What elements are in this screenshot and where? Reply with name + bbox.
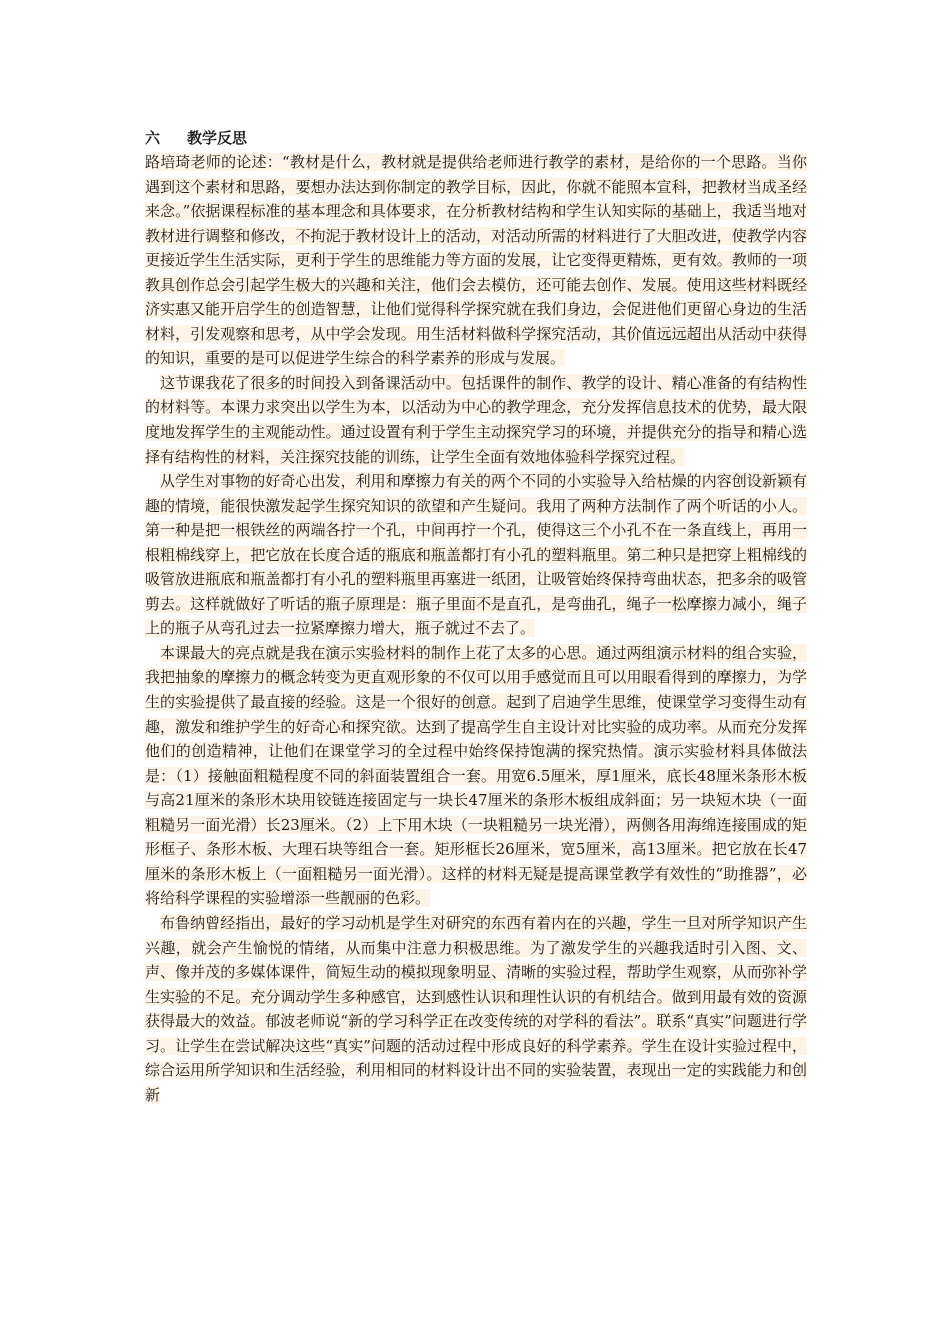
paragraph-2	[145, 371, 807, 469]
paragraph-1	[145, 150, 807, 371]
paragraph-5-text: 布鲁纳曾经指出，最好的学习动机是学生对研究的东西有着内在的兴趣，学生一旦对所学知识产生兴趣，就会产生愉悦的情绪，从而集中注意力积极思维。为了激发学生的兴趣我适时引入图、文、声、像并茂的多媒体课件，简短生动的模拟现象明显、清晰的实验过程，帮助学生观察，从而弥补学生实验的不足。充分调动学生多种感官，达到感性认识和理性认识的有机结合。做到用最有效的资源获得最大的效益。郁波老师说“新的学习科学正在改变传统的对学科的看法”。联系“真实”问题进行学习。让学生在尝试解决这些“真实”问题的活动过程中形成良好的科学素养。学生在设计实验过程中，综合运用所学知识和生活经验，利用相同的材料设计出不同的实验装置，表现出一定的实践能力和创新	[145, 913, 807, 1104]
paragraph-5	[145, 911, 807, 1107]
paragraph-3-text: 从学生对事物的好奇心出发，利用和摩擦力有关的两个不同的小实验导入给枯燥的内容创设新颖有趣的情境，能很快激发起学生探究知识的欲望和产生疑问。我用了两种方法制作了两个听话的小人。第一种是把一根铁丝的两端各拧一个孔，中间再拧一个孔，使得这三个小孔不在一条直线上，再用一根粗棉线穿上，把它放在长度合适的瓶底和瓶盖都打有小孔的塑料瓶里。第二种只是把穿上粗棉线的吸管放进瓶底和瓶盖都打有小孔的塑料瓶里再塞进一纸团，让吸管始终保持弯曲状态，把多余的吸管剪去。这样就做好了听话的瓶子原理是：瓶子里面不是直孔，是弯曲孔，绳子一松摩擦力减小，绳子上的瓶子从弯孔过去一拉紧摩擦力增大，瓶子就过不去了。	[145, 472, 807, 638]
paragraph-4-text: 本课最大的亮点就是我在演示实验材料的制作上花了太多的心思。通过两组演示材料的组合实验，我把抽象的摩擦力的概念转变为更直观形象的不仅可以用手感觉而且可以用眼看得到的摩擦力，为学生的实验提供了最直接的经验。这是一个很好的创意。起到了启迪学生思维，使课堂学习变得生动有趣，激发和维护学生的好奇心和探究欲。达到了提高学生自主设计对比实验的成功率。从而充分发挥他们的创造精神，让他们在课堂学习的全过程中始终保持饱满的探究热情。演示实验材料具体做法是：（1）接触面粗糙程度不同的斜面装置组合一套。用宽6.5厘米，厚1厘米，底长48厘米条形木板与高21厘米的条形木块用铰链连接固定与一块长47厘米的条形木板组成斜面；另一块短木块（一面粗糙另一面光滑）长23厘米。（2）上下用木块（一块粗糙另一块光滑），两侧各用海绵连接围成的矩形框子、条形木板、大理石块等组合一套。矩形框长26厘米，宽5厘米，高13厘米。把它放在长47厘米的条形木板上（一面粗糙另一面光滑）。这样的材料无疑是提高课堂教学有效性的“助推器”，必将给科学课程的实验增添一些靓丽的色彩。	[145, 643, 807, 908]
document-page	[145, 126, 807, 1107]
section-number: 六	[145, 129, 161, 147]
paragraph-3	[145, 469, 807, 641]
section-heading	[145, 126, 807, 150]
paragraph-2-text: 这节课我花了很多的时间投入到备课活动中。包括课件的制作、教学的设计、精心准备的有结构性的材料等。本课力求突出以学生为本，以活动为中心的教学理念，充分发挥信息技术的优势，最大限度地发挥学生的主观能动性。通过设置有利于学生主动探究学习的环境，并提供充分的指导和精心选择有结构性的材料，关注探究技能的训练，让学生全面有效地体验科学探究过程。	[145, 373, 807, 466]
section-title: 教学反思	[187, 129, 248, 147]
paragraph-1-text: 路培琦老师的论述：“教材是什么，教材就是提供给老师进行教学的素材，是给你的一个思路。当你遇到这个素材和思路，要想办法达到你制定的教学目标，因此，你就不能照本宣科，把教材当成圣经来念。”依据课程标准的基本理念和具体要求，在分析教材结构和学生认知实际的基础上，我适当地对教材进行调整和修改，不拘泥于教材设计上的活动，对活动所需的材料进行了大胆改进，使教学内容更接近学生生活实际，更利于学生的思维能力等方面的发展，让它变得更精炼，更有效。教师的一项教具创作总会引起学生极大的兴趣和关注，他们会去模仿，还可能去创作、发展。使用这些材料既经济实惠又能开启学生的创造智慧，让他们觉得科学探究就在我们身边，会促进他们更留心身边的生活材料，引发观察和思考，从中学会发现。用生活材料做科学探究活动，其价值远远超出从活动中获得的知识，重要的是可以促进学生综合的科学素养的形成与发展。	[145, 153, 807, 368]
paragraph-4	[145, 641, 807, 911]
